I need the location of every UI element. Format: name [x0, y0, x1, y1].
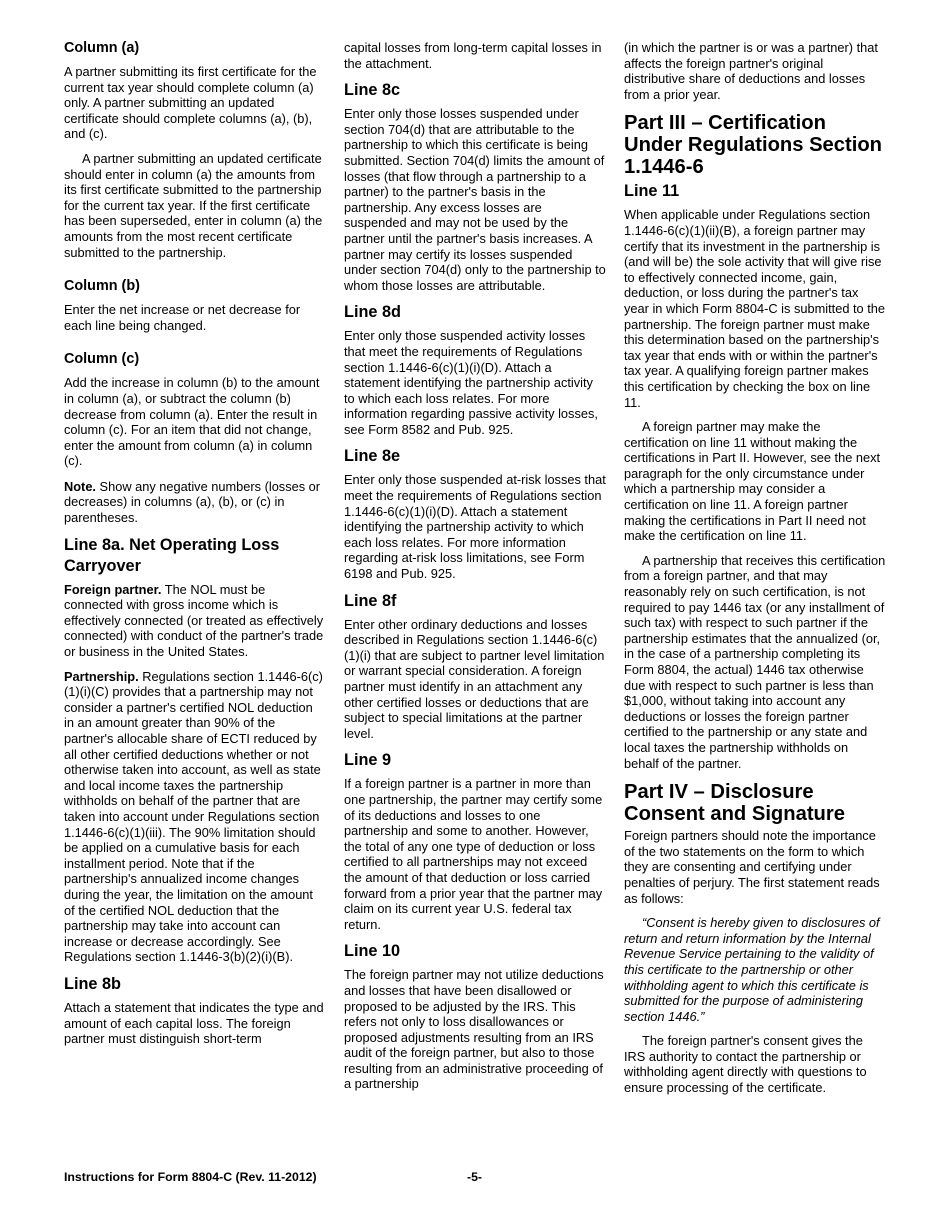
paragraph: The foreign partner's consent gives the IRS authority to contact the partnership or withholding agent directly with questions to ensure processing of the certificate.: [624, 1033, 867, 1096]
paragraph: A partner submitting an updated certificate should enter in column (a) the amounts from its first certificate submitted to the partnership for the current tax year. If the first certificate has been superseded, enter in column (a) the amounts from the most recent certificate submitted to the partnership.: [64, 150, 323, 260]
column-right: [624, 40, 886, 1105]
heading-line-8f: Line 8f: [344, 591, 397, 610]
paragraph: When applicable under Regulations section 1.1446-6(c)(1)(ii)(B), a foreign partner may certify that its investment in the partnership is (and will be) the sole activity that will give rise to effectively connected income, gain, deduction, or loss during the partner's tax year in which Form 8804-C is submitted to the partnership. The foreign partner must make this determination based on the partnership's tax year that ends with or within the partner's tax year. A qualifying foreign partner makes this certification by checking the box on line 11.: [624, 207, 886, 410]
paragraph: A partnership that receives this certification from a foreign partner, and that may reasonably rely on such certification, is not required to pay 1446 tax (or any installment of such tax) with respect to such partner if the partnership estimates that the annualized (or, in the case of a partnership completing its Form 8804, the actual) 1446 tax otherwise due with respect to such partner is less than $1,000, without taking into account any deductions or losses the foreign partner certified to the partnership or any state and local taxes the partnership withholds on behalf of the partner.: [624, 552, 886, 771]
note-lead: Note.: [64, 478, 96, 494]
heading-line-8e: Line 8e: [344, 447, 401, 466]
paragraph: Add the increase in column (b) to the amount in column (a), or subtract the column (b) decrease from column (a). Enter the result in column (c). For an item that did not change, enter the amount from column (a) in column (c).: [64, 375, 320, 469]
paragraph: capital losses from long-term capital losses in the attachment.: [344, 40, 602, 71]
paragraph: A foreign partner may make the certification on line 11 without making the certifications in Part II. However, see the next paragraph for the only circumstance under which a partnership may consider a certification on line 11. A foreign partner making the certifications in Part II need not make the certification on line 11.: [624, 419, 881, 544]
paragraph: (in which the partner is or was a partner) that affects the foreign partner's original distributive share of deductions and losses from a prior year.: [624, 40, 878, 102]
foreign-partner-paragraph: [64, 582, 326, 660]
paragraph: A partner submitting its first certificate for the current tax year should complete column (a) only. A partner submitting an updated certificate should complete columns (a), (b), and (c).: [64, 64, 317, 142]
heading-line-8c: Line 8c: [344, 81, 401, 100]
heading-line-8d: Line 8d: [344, 303, 401, 322]
paragraph: Enter other ordinary deductions and losses described in Regulations section 1.1446-6(c)(1)(i) that are subject to partner level limitation or warrant special consideration. A foreign partner must identify in an attachment any other certified losses or deductions that are subject to special limitations at the partner level.: [344, 616, 605, 741]
heading-column-c: Column (c): [64, 351, 140, 368]
partnership-paragraph: [64, 669, 326, 965]
foreign-partner-lead: Foreign partner.: [64, 581, 162, 597]
heading-line-10: Line 10: [344, 942, 401, 961]
note-paragraph: [64, 479, 326, 526]
heading-line-8b: Line 8b: [64, 974, 121, 993]
partnership-lead: Partnership.: [64, 668, 139, 684]
column-middle: [344, 40, 606, 1101]
heading-line-8a: Line 8a. Net Operating Loss Carryover: [64, 535, 280, 575]
heading-column-a: Column (a): [64, 40, 140, 56]
paragraph: Enter the net increase or net decrease for each line being changed.: [64, 302, 301, 333]
paragraph: If a foreign partner is a partner in more than one partnership, the partner may certify some of its deductions and losses to one partnership and some to another. However, the total of any one type of deduction or loss certified to all partnerships may not exceed the amount of that deduction or loss carried forward from a prior year that the partner may claim on its current year U.S. federal tax return.: [344, 776, 603, 932]
footer-title: Instructions for Form 8804-C (Rev. 11-2012): [64, 1170, 317, 1184]
heading-part-iii: Part III – Certification Under Regulations Section 1.1446-6: [624, 112, 882, 179]
page-number: -5-: [467, 1170, 483, 1184]
paragraph: Attach a statement that indicates the type and amount of each capital loss. The foreign partner must distinguish short-term: [64, 999, 324, 1047]
column-left: [64, 40, 326, 1056]
heading-part-iv: Part IV – Disclosure Consent and Signature: [624, 781, 845, 826]
paragraph: The foreign partner may not utilize deductions and losses that have been disallowed or proposed to be adjusted by the IRS. This refers not only to loss disallowances or proposed adjustments resulting from an IRS audit of the foreign partner, but also to those resulting from an administrative proceeding of a partnership: [344, 967, 604, 1092]
paragraph: Enter only those suspended activity losses that meet the requirements of Regulations section 1.1446-6(c)(1)(i)(D). Attach a statement identifying the partnership activity to which each loss relates. For more information regarding passive activity losses, see Form 8582 and Pub. 925.: [344, 328, 598, 437]
note-text: Show any negative numbers (losses or decreases) in columns (a), (b), or (c) in parentheses.: [64, 478, 321, 526]
consent-quote: “Consent is hereby given to disclosures of return and return information by the Internal Revenue Service pertaining to the validity of this certificate to the partnership or other withholding agent to which this certificate is submitted for the purpose of administering section 1446.”: [624, 915, 880, 1024]
partnership-text: Regulations section 1.1446-6(c)(1)(i)(C) provides that a partnership may not consider a partner's certified NOL deduction in an amount greater than 90% of the partner's allocable share of ECTI reduced by all other certified deductions whether or not otherwise taken into account, as well as state and local income taxes the partnership withholds on behalf of the partner that are taken into account under Regulations section 1.1446-6(c)(1)(iii). The 90% limitation should be applied on a cumulative basis for each installment period. Note that if the partnership's annualized income changes during the year, the limitation on the amount of the certified NOL deduction that the partnership may take into account can increase or decrease accordingly. See Regulations section 1.1446-3(b)(2)(i)(B).: [64, 668, 323, 965]
foreign-partner-text: The NOL must be connected with gross income which is effectively connected (or treated as effectively connected) with conduct of the partner's trade or business in the United States.: [64, 581, 324, 660]
heading-line-11: Line 11: [624, 182, 680, 201]
heading-line-9: Line 9: [344, 751, 392, 770]
paragraph: Enter only those suspended at-risk losses that meet the requirements of Regulations section 1.1446-6(c)(1)(i)(D). Attach a statement identifying the partnership activity to which each loss relates. For more information regarding at-risk loss limitations, see Form 6198 and Pub. 925.: [344, 472, 606, 582]
paragraph: Enter only those losses suspended under section 704(d) that are attributable to the partnership to which this certificate is being submitted. Section 704(d) limits the amount of losses (that flow through a partnership to a partner) to the partner's basis in the partnership. Any excess losses are suspended and may not be used by the partner until the partner's basis increases. A partner may certify its losses suspended under section 704(d) only to the partnership to whom those losses are attributable.: [344, 106, 606, 293]
paragraph: Foreign partners should note the importance of the two statements on the form to which they are consenting and certifying under penalties of perjury. The first statement reads as follows:: [624, 828, 880, 906]
heading-column-b: Column (b): [64, 278, 140, 295]
